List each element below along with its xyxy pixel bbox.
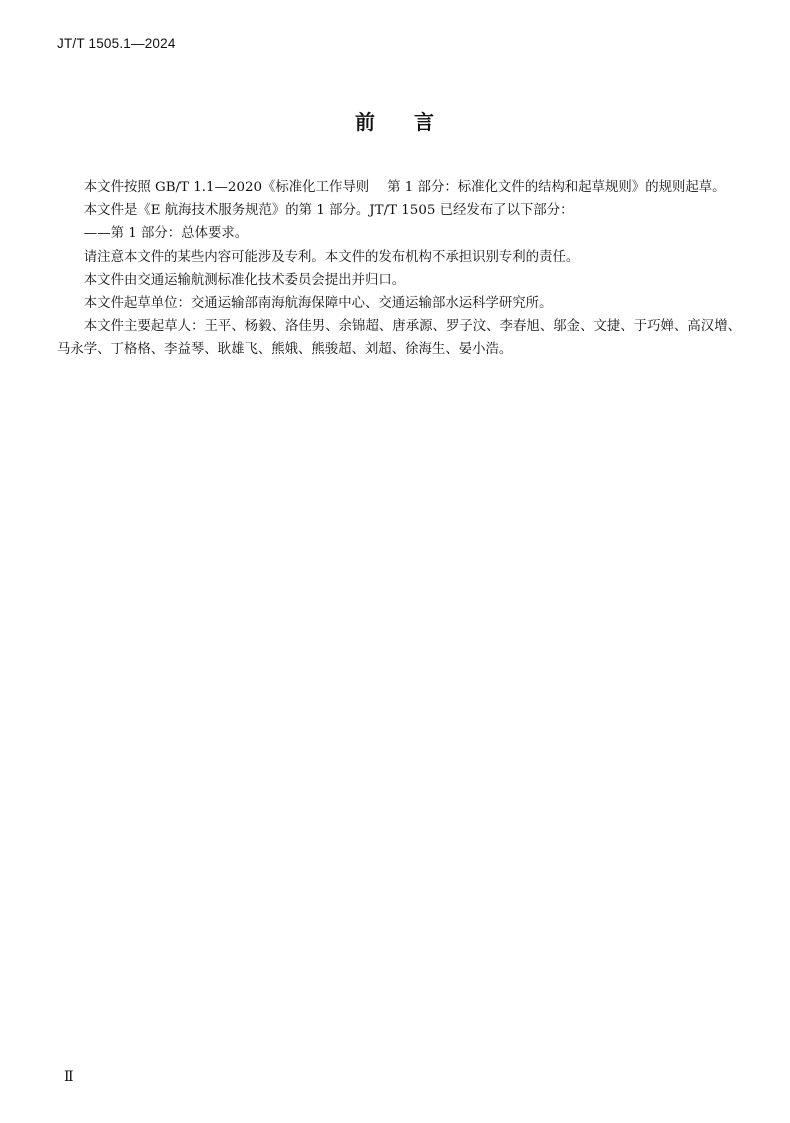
paragraph-drafting-rules-part-a: 本文件按照 GB/T 1.1—2020《标准化工作导则	[83, 180, 370, 195]
page-title-left: 前	[355, 110, 376, 134]
page-title-right: 言	[414, 110, 435, 134]
page-number: Ⅱ	[64, 1070, 74, 1085]
standard-code: JT/T 1505.1—2024	[57, 36, 176, 51]
paragraph-drafting-rules	[57, 176, 741, 199]
paragraph-drafting-units: 本文件起草单位：交通运输部南海航海保障中心、交通运输部水运科学研究所。	[83, 296, 553, 312]
paragraph-drafting-rules-part-b: 第 1 部分：标准化文件的结构和起草规则》的规则起草。	[387, 180, 726, 195]
foreword-body	[57, 176, 741, 362]
paragraph-patent-notice: 请注意本文件的某些内容可能涉及专利。本文件的发布机构不承担识别专利的责任。	[83, 249, 580, 265]
paragraph-part-list-item: ——第 1 部分：总体要求。	[83, 226, 249, 242]
page-title	[0, 106, 790, 135]
paragraph-drafters: 本文件主要起草人：王平、杨毅、洛佳男、余锦超、唐承源、罗子汶、李春旭、邬金、文捷、于巧婵、高汉增、马永学、丁格格、李益琴、耿雄飞、熊娥、熊骏超、刘超、徐海生、晏小浩。	[57, 319, 741, 358]
paragraph-part-of-series: 本文件是《E 航海技术服务规范》的第 1 部分。JT/T 1505 已经发布了以下部分：	[83, 203, 574, 219]
paragraph-proposing-body: 本文件由交通运输航测标准化技术委员会提出并归口。	[83, 272, 406, 288]
